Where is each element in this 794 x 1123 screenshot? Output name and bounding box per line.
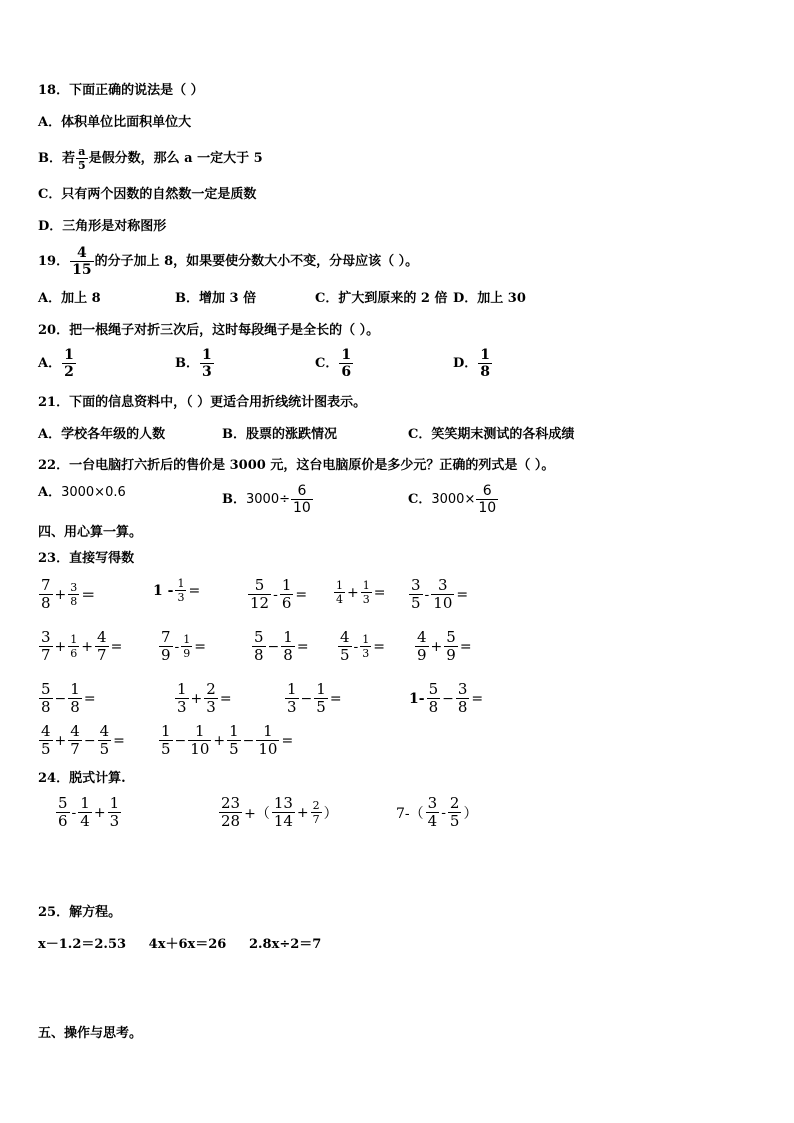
- q19-option-c: C．扩大到原来的 2 倍: [315, 291, 448, 306]
- q21-option-c: C．笑笑期末测试的各科成绩: [408, 427, 575, 442]
- q23-item: 5 8 − $\frac{1}{8}$ =: [254, 628, 309, 664]
- q24-expression: 7-（ 3 4 - 2 5 ）: [396, 794, 478, 830]
- q21-option-a: A．学校各年级的人数: [38, 427, 166, 442]
- section-4-heading: 四、用心算一算。: [38, 525, 143, 540]
- q24-expression: 23 28 +（ 13 14 + $\frac{2}{7}$ ）: [221, 794, 338, 830]
- q23-item: 1 5 − $\frac{1}{10}$ + $\frac{1}{5}$ − $\frac{1}{10}$ =: [161, 722, 294, 758]
- q23-item: 1 - $\frac{1}{3}$ =: [153, 577, 201, 604]
- q19-option-a: A．加上 8: [38, 291, 101, 306]
- q18-option-b: [38, 146, 263, 171]
- q18-option-b-prefix: B．若: [38, 151, 75, 166]
- q22-option-a: A．3000×0.6: [38, 485, 126, 500]
- fraction: $\frac{1}{3}$: [202, 347, 212, 380]
- q20-stem: 20．把一根绳子对折三次后，这时每段绳子是全长的（ ）。: [38, 323, 380, 338]
- fraction: $\frac{a}{5}$: [78, 145, 86, 172]
- fraction: $\frac{6}{10}$: [292, 483, 311, 516]
- q19-option-d: D．加上 30: [453, 291, 526, 306]
- q21-stem: 21．下面的信息资料中，（ ）更适合用折线统计图表示。: [38, 395, 367, 410]
- q24-expression: 5 6 - 1 4 + $\frac{1}{3}$: [58, 794, 120, 830]
- q20-option-a: A． $\frac{1}{2}$: [38, 347, 74, 380]
- q19-number: 19．: [38, 254, 70, 269]
- q23-item: 5 12 - $\frac{1}{6}$ =: [250, 576, 308, 612]
- q25-stem: 25．解方程。: [38, 905, 122, 920]
- q18-option-c: C．只有两个因数的自然数一定是质数: [38, 187, 257, 202]
- q23-item: 3 5 - $\frac{3}{10}$ =: [411, 576, 469, 612]
- fraction: $\frac{1}{8}$: [480, 347, 491, 380]
- q18-option-d: D．三角形是对称图形: [38, 219, 167, 234]
- q20-option-d: D． $\frac{1}{8}$: [453, 347, 491, 380]
- q23-item: 1 4 + $\frac{1}{3}$ =: [336, 579, 386, 606]
- q23-item: 3 7 + $\frac{1}{6}$ + $\frac{4}{7}$ =: [41, 628, 123, 664]
- q20-option-b: B． $\frac{1}{3}$: [175, 347, 212, 380]
- section-5-heading: 五、操作与思考。: [38, 1026, 143, 1041]
- q21-option-b: B．股票的涨跌情况: [222, 427, 337, 442]
- q24-stem: 24．脱式计算.: [38, 771, 126, 786]
- q23-item: 1 3 − $\frac{1}{5}$ =: [287, 680, 342, 716]
- q22-stem: 22．一台电脑打六折后的售价是 3000 元，这台电脑原价是多少元？正确的列式是（ ）。: [38, 458, 555, 473]
- q23-item: 7 8 + $\frac{3}{8}$ ＝: [41, 576, 96, 612]
- q22-option-b: B．3000÷ $\frac{6}{10}$: [222, 483, 311, 516]
- q22-option-c: C．3000× $\frac{6}{10}$: [408, 483, 497, 516]
- fraction: $\frac{1}{2}$: [64, 347, 74, 380]
- fraction: $\frac{6}{10}$: [478, 483, 497, 516]
- q19-stem-text: 的分子加上 8，如果要使分数大小不变，分母应该（ ）。: [94, 254, 419, 269]
- q18-option-b-suffix: 是假分数，那么 a 一定大于 5: [88, 151, 263, 166]
- q23-item: 5 8 − $\frac{1}{8}$ =: [41, 680, 96, 716]
- q23-stem: 23．直接写得数: [38, 551, 135, 566]
- q23-item: 1- 5 8 − $\frac{3}{8}$ =: [409, 680, 484, 716]
- fraction: $\frac{1}{6}$: [341, 347, 352, 380]
- q23-item: 4 5 + $\frac{4}{7}$ − $\frac{4}{5}$ =: [41, 722, 125, 758]
- fraction: $\frac{4}{15}$: [72, 245, 92, 278]
- q20-option-c: C． $\frac{1}{6}$: [315, 347, 352, 380]
- q23-item: 4 9 + $\frac{5}{9}$ =: [417, 628, 472, 664]
- q18-option-a: A．体积单位比面积单位大: [38, 115, 192, 130]
- q25-equations: x－1.2＝2.53 4x＋6x＝26 2.8x÷2＝7: [38, 937, 322, 952]
- q19-stem: [38, 246, 418, 277]
- q18-stem: 18．下面正确的说法是（ ）: [38, 83, 204, 98]
- q23-item: 1 3 + $\frac{2}{3}$ =: [177, 680, 232, 716]
- q19-option-b: B．增加 3 倍: [175, 291, 257, 306]
- q23-item: 7 9 - $\frac{1}{9}$ =: [161, 628, 207, 664]
- q23-item: 4 5 - $\frac{1}{3}$ =: [340, 628, 386, 664]
